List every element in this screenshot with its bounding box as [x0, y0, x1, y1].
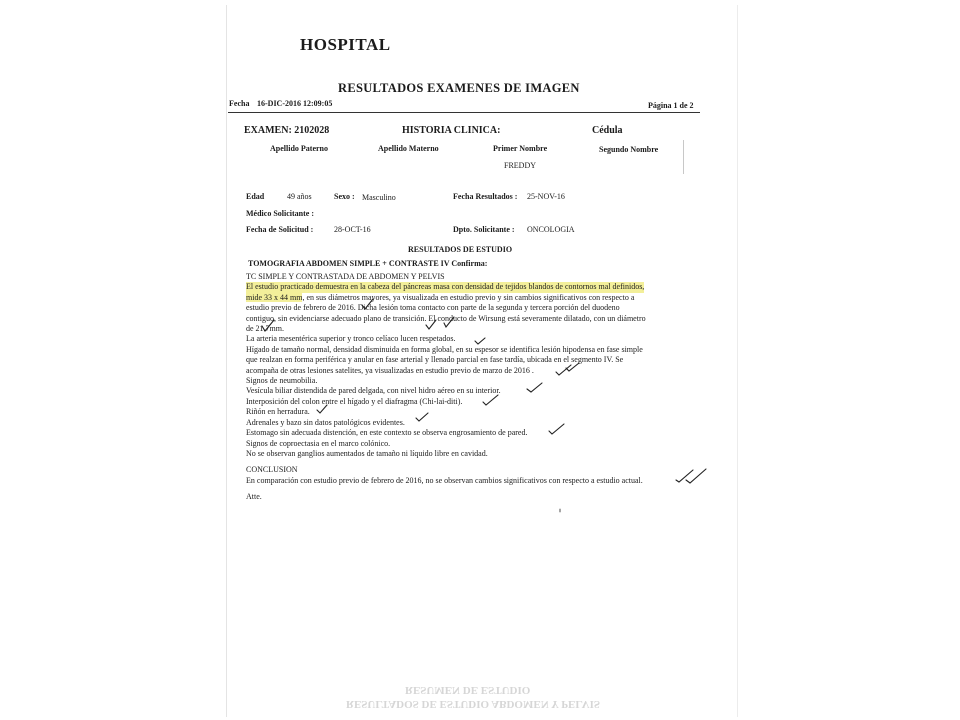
hospital-name: HOSPITAL: [300, 35, 391, 54]
check-icon: [483, 395, 498, 405]
exam-number: EXAMEN: 2102028: [244, 125, 330, 136]
dpto-solicitante-value: ONCOLOGIA: [527, 225, 575, 234]
conclusion-text: En comparación con estudio previo de febrero de 2016, no se observan cambios significativos con respecto a estudio actual.: [246, 475, 643, 485]
fecha-resultados-label: Fecha Resultados :: [453, 192, 518, 201]
fecha-solicitud-label: Fecha de Solicitud :: [246, 225, 314, 234]
finding-line: de 21.7mm.: [246, 324, 284, 334]
cedula-label: Cédula: [592, 125, 623, 136]
finding-line: No se observan ganglios aumentados de tamaño ni líquido libre en cavidad.: [246, 448, 488, 458]
exam-name: TOMOGRAFIA ABDOMEN SIMPLE + CONTRASTE IV Confirma:: [248, 259, 488, 268]
medico-solicitante-label: Médico Solicitante :: [246, 209, 314, 218]
finding-line: Signos de neumobilia.: [246, 376, 318, 386]
apellido-paterno-label: Apellido Paterno: [270, 144, 328, 153]
check-icon: [549, 424, 564, 434]
finding-highlight: mide 33 x 44 mm: [246, 292, 303, 302]
sexo-value: Masculino: [362, 193, 396, 202]
check-icon: [317, 405, 327, 413]
check-icon: [676, 470, 693, 482]
primer-nombre-value: FREDDY: [504, 161, 537, 170]
fecha-solicitud-value: 28-OCT-16: [334, 225, 371, 234]
document-title: RESULTADOS EXAMENES DE IMAGEN: [338, 81, 580, 95]
finding-line: Riñón en herradura.: [246, 407, 310, 417]
check-icon: [362, 299, 373, 309]
conclusion-title: CONCLUSION: [246, 465, 298, 475]
finding-line: que realzan en forma periférica y anular en fase arterial y llenado parcial en fase tardía, ubicada en el segmento IV. Se: [246, 355, 624, 365]
edad-label: Edad: [246, 192, 265, 201]
finding-line: Interposición del colon entre el hígado y el diafragma (Chi-lai-diti).: [246, 396, 463, 406]
finding-line: estudio previo de febrero de 2016. Dicha lesión toma contacto con parte de la segunda y tercera porción del duodeno: [246, 303, 620, 313]
check-icon: [444, 317, 454, 327]
primer-nombre-label: Primer Nombre: [493, 144, 548, 153]
check-icon: [262, 320, 274, 331]
finding-line: Estomago sin adecuada distención, en este contexto se observa engrosamiento de pared.: [246, 428, 528, 438]
finding-line: Adrenales y bazo sin datos patológicos evidentes.: [246, 417, 405, 427]
check-icon: [426, 320, 436, 329]
finding-line: contiguo, sin evidenciarse adecuado plano de transición. El conducto de Wirsung está severamente dilatado, con un diámetro: [246, 313, 646, 323]
apellido-materno-label: Apellido Materno: [378, 144, 439, 153]
finding-line: La arteria mesentérica superior y tronco celíaco lucen respetados.: [246, 334, 456, 344]
check-icon: [527, 383, 542, 392]
finding-line-rest: , en sus diámetros mayores, ya visualizada en estudio previo y sin cambios significativos con respecto a: [302, 292, 635, 302]
finding-line: El estudio practicado demuestra en la cabeza del páncreas masa con densidad de tejidos blandos de contornos mal definidos,: [246, 282, 645, 292]
bleed-through-text: RESUMEN DE ESTUDIO: [405, 684, 531, 696]
check-icon: [416, 413, 428, 421]
study-subtitle: TC SIMPLE Y CONTRASTADA DE ABDOMEN Y PELVIS: [246, 272, 445, 281]
fecha-label: Fecha: [229, 99, 250, 108]
segundo-nombre-label: Segundo Nombre: [599, 145, 659, 154]
finding-line: Signos de coproectasia en el marco colónico.: [246, 438, 391, 448]
historia-clinica: HISTORIA CLINICA:: [402, 125, 501, 136]
finding-line: Hígado de tamaño normal, densidad disminuida en forma global, en su espesor se identifica lesión hipodensa en fase simple: [246, 344, 643, 354]
check-icon: [475, 338, 485, 344]
dpto-solicitante-label: Dpto. Solicitante :: [453, 225, 515, 234]
study-section-title: RESULTADOS DE ESTUDIO: [408, 245, 513, 254]
bleed-through-text: RESULTADOS DE ESTUDIO ABDOMEN Y PELVIS: [346, 698, 600, 710]
edad-value: 49 años: [287, 192, 312, 201]
finding-line: Vesícula biliar distendida de pared delgada, con nivel hidro aéreo en su interior.: [246, 386, 501, 396]
fecha-resultados-value: 25-NOV-16: [527, 192, 565, 201]
finding-line: acompaña de otras lesiones satelites, ya visualizadas en estudio previo de marzo de 2016 .: [246, 365, 534, 375]
sexo-label: Sexo :: [334, 192, 355, 201]
signoff: Atte.: [246, 492, 262, 502]
page-number: Página 1 de 2: [648, 101, 694, 110]
check-icon: [686, 469, 706, 483]
fecha-value: 16-DIC-2016 12:09:05: [257, 99, 333, 108]
